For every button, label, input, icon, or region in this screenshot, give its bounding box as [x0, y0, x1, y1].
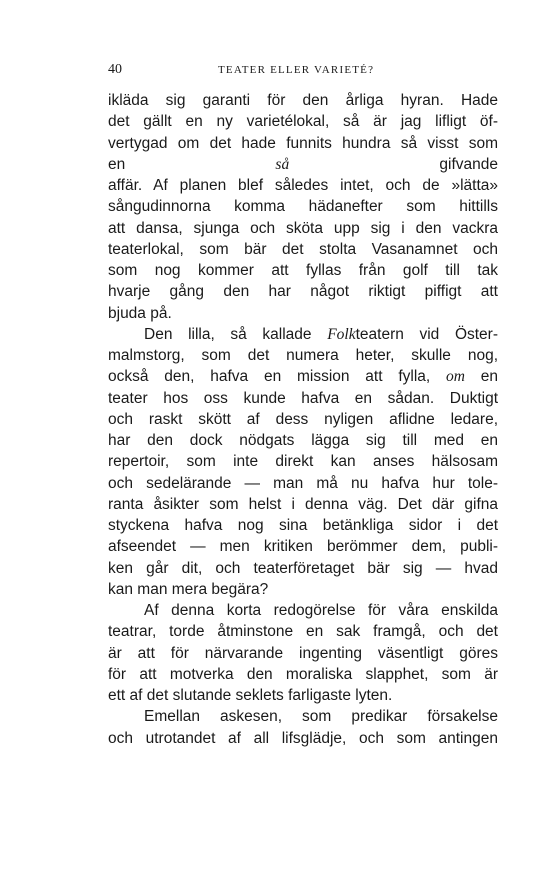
text-line: som nog kommer att fyllas från golf till tak	[108, 262, 498, 279]
text-line: afseendet — men kritiken berömmer dem, publi-	[108, 538, 498, 556]
text-line: teater hos oss kunde hafva en sådan. Duktigt	[108, 389, 498, 407]
text-line: för att motverka den moraliska slapphet, som är	[108, 665, 498, 683]
text-line: det gällt en ny varietélokal, så är jag lifligt öf-	[108, 113, 498, 131]
running-head: TEATER ELLER VARIETÉ?	[218, 64, 375, 76]
text-line: repertoir, som inte direkt kan anses hälsosam	[108, 453, 498, 471]
text-line: en så gifvande	[108, 155, 498, 173]
text-line: vertygad om det hade funnits hundra så visst som	[108, 134, 498, 152]
text-line: affär. Af planen blef således intet, och de »lätta»	[108, 177, 498, 194]
text-line: teatrar, torde åtminstone en sak framgå, och det	[108, 623, 498, 641]
text-line: Den lilla, så kallade Folkteatern vid Öster-	[144, 325, 498, 343]
text-line: malmstorg, som det numera heter, skulle nog,	[108, 347, 498, 364]
text-line: och utrotandet af all lifsglädje, och som antingen	[108, 729, 498, 747]
text-line: Emellan askesen, som predikar försakelse	[144, 708, 498, 726]
text-line: också den, hafva en mission att fylla, om en	[108, 368, 498, 386]
text-line: ken går dit, och teaterföretaget bär sig — hvad	[108, 559, 498, 577]
text-line: ranta åsikter som helst i denna väg. Det där gifna	[108, 495, 498, 513]
text-line: att dansa, sjunga och sköta upp sig i den vackra	[108, 219, 498, 237]
text-line: och raskt skött af dess nyligen aflidne ledare,	[108, 410, 498, 428]
text-line: hvarje gång den har något riktigt piffigt att	[108, 283, 498, 301]
text-line: ett af det slutande seklets farligaste lyten.	[108, 687, 393, 704]
body-text	[108, 90, 498, 749]
text-line: ikläda sig garanti för den årliga hyran. Hade	[108, 92, 498, 109]
text-line: styckena hafva nog sina betänkliga sidor i det	[108, 517, 498, 534]
text-line: kan man mera begära?	[108, 580, 269, 598]
text-line: sångudinnorna komma hädanefter som hittills	[108, 198, 498, 216]
page-number: 40	[108, 62, 122, 77]
text-line: är att för närvarande ingenting väsentligt göres	[108, 644, 498, 662]
text-line: bjuda på.	[108, 304, 172, 322]
italic-word: om	[446, 368, 465, 386]
text-line: Af denna korta redogörelse för våra enskilda	[144, 602, 498, 619]
page-header	[108, 62, 498, 82]
text-line: och sedelärande — man må nu hafva hur tole-	[108, 474, 498, 492]
italic-word: Folk	[327, 325, 356, 343]
text-line: har den dock nödgats lägga sig till med en	[108, 432, 498, 449]
italic-word: så	[275, 155, 290, 173]
text-line: teaterlokal, som bär det stolta Vasanamnet och	[108, 240, 498, 258]
